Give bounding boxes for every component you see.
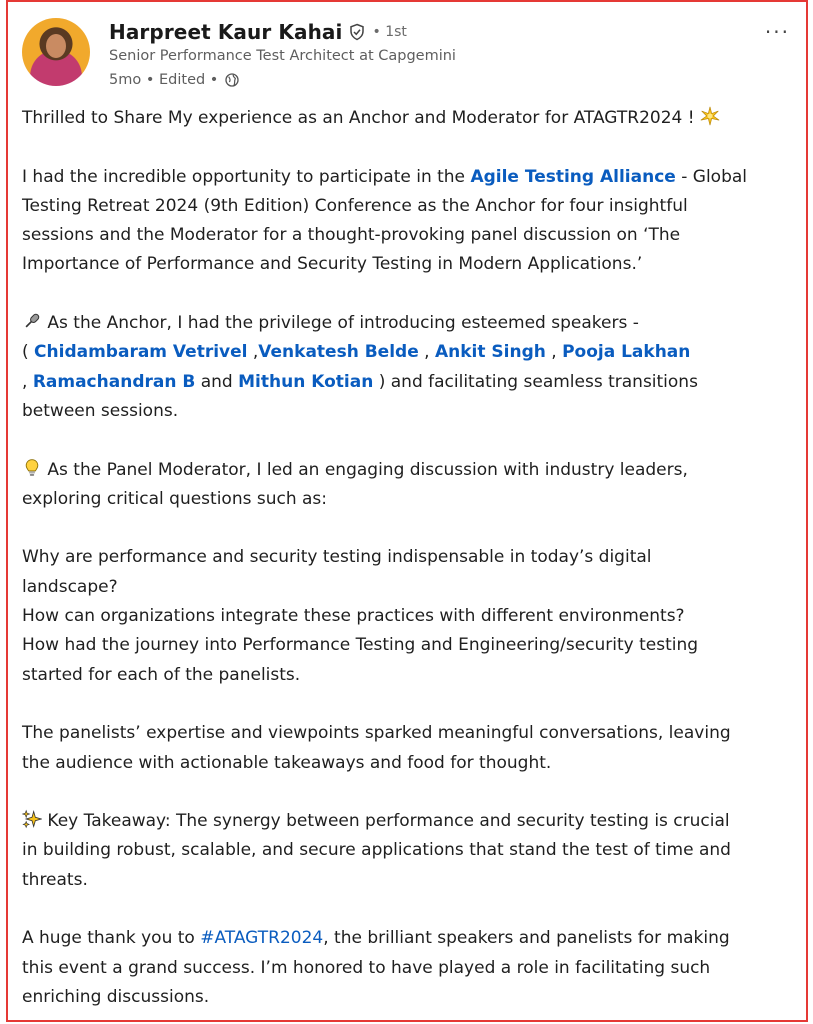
- post-line: between sessions.: [22, 400, 179, 421]
- text: - Global: [675, 166, 747, 187]
- text: ,: [545, 342, 563, 363]
- connection-degree: • 1st: [372, 24, 407, 40]
- hashtag-link[interactable]: #ATAGTR2024: [200, 928, 324, 949]
- post-line: [22, 338, 792, 367]
- globe-icon: [224, 72, 240, 88]
- post-line: Testing Retreat 2024 (9th Edition) Conference as the Anchor for four insightful: [22, 195, 688, 216]
- speaker-mention-link[interactable]: Pooja Lakhan: [562, 342, 691, 363]
- post-body: [22, 104, 792, 1012]
- more-options-button[interactable]: ···: [764, 20, 790, 44]
- post-line: enriching discussions.: [22, 986, 210, 1007]
- post-meta: [109, 72, 240, 88]
- post-line: [22, 807, 792, 836]
- post-line: landscape?: [22, 576, 118, 597]
- text: A huge thank you to: [22, 928, 201, 949]
- speaker-mention-link[interactable]: Chidambaram Vetrivel: [34, 342, 248, 363]
- stars-icon: [22, 809, 42, 829]
- post-line: [22, 368, 792, 397]
- speaker-mention-link[interactable]: Mithun Kotian: [238, 371, 374, 392]
- post-line: The panelists’ expertise and viewpoints sparked meaningful conversations, leaving: [22, 723, 731, 744]
- text: As the Anchor, I had the privilege of introducing esteemed speakers -: [42, 313, 639, 334]
- post-line: Why are performance and security testing indispensable in today’s digital: [22, 547, 652, 568]
- post-line: [22, 456, 792, 485]
- text: (: [22, 342, 35, 363]
- text: ,: [418, 342, 435, 363]
- post-meta-text: 5mo • Edited •: [109, 72, 219, 88]
- post-line: sessions and the Moderator for a thought-provoking panel discussion on ‘The: [22, 225, 681, 246]
- post-line: the audience with actionable takeaways and food for thought.: [22, 752, 552, 773]
- text: ,: [247, 342, 259, 363]
- post-line: [22, 309, 792, 338]
- author-headline: Senior Performance Test Architect at Capgemini: [109, 48, 456, 64]
- microphone-icon: [22, 311, 42, 331]
- avatar[interactable]: [22, 18, 90, 86]
- post-line: started for each of the panelists.: [22, 664, 301, 685]
- speaker-mention-link[interactable]: Venkatesh Belde: [258, 342, 419, 363]
- verified-shield-icon: [348, 23, 366, 41]
- post-card: [6, 0, 808, 1022]
- post-line: [22, 104, 792, 133]
- company-mention-link[interactable]: Agile Testing Alliance: [470, 166, 676, 187]
- speaker-mention-link[interactable]: Ramachandran B: [32, 371, 196, 392]
- avatar-face: [46, 34, 66, 58]
- text: I had the incredible opportunity to participate in the: [22, 166, 471, 187]
- text: and: [195, 371, 239, 392]
- text: ) and facilitating seamless transitions: [373, 371, 698, 392]
- post-intro-text: Thrilled to Share My experience as an Anchor and Moderator for ATAGTR2024 !: [22, 108, 695, 128]
- text: Key Takeaway: The synergy between performance and security testing is crucial: [42, 811, 730, 832]
- post-header: [22, 16, 792, 96]
- text: As the Panel Moderator, I led an engaging discussion with industry leaders,: [42, 459, 688, 480]
- post-line: [22, 924, 792, 953]
- post-line: Importance of Performance and Security Testing in Modern Applications.’: [22, 254, 643, 275]
- author-name-row: [109, 18, 407, 46]
- post-line: exploring critical questions such as:: [22, 488, 328, 509]
- post-line: this event a grand success. I’m honored to have played a role in facilitating such: [22, 957, 711, 978]
- text: , the brilliant speakers and panelists for making: [323, 928, 730, 949]
- post-line: [22, 163, 792, 192]
- text: ,: [22, 371, 33, 392]
- speaker-mention-link[interactable]: Ankit Singh: [434, 342, 546, 363]
- post-line: How had the journey into Performance Testing and Engineering/security testing: [22, 635, 699, 656]
- sparkle-icon: [700, 106, 720, 126]
- post-line: How can organizations integrate these practices with different environments?: [22, 606, 685, 627]
- post-line: in building robust, scalable, and secure applications that stand the test of time and: [22, 840, 731, 861]
- lightbulb-icon: [22, 458, 42, 478]
- author-name[interactable]: Harpreet Kaur Kahai: [109, 20, 343, 44]
- post-line: threats.: [22, 869, 88, 890]
